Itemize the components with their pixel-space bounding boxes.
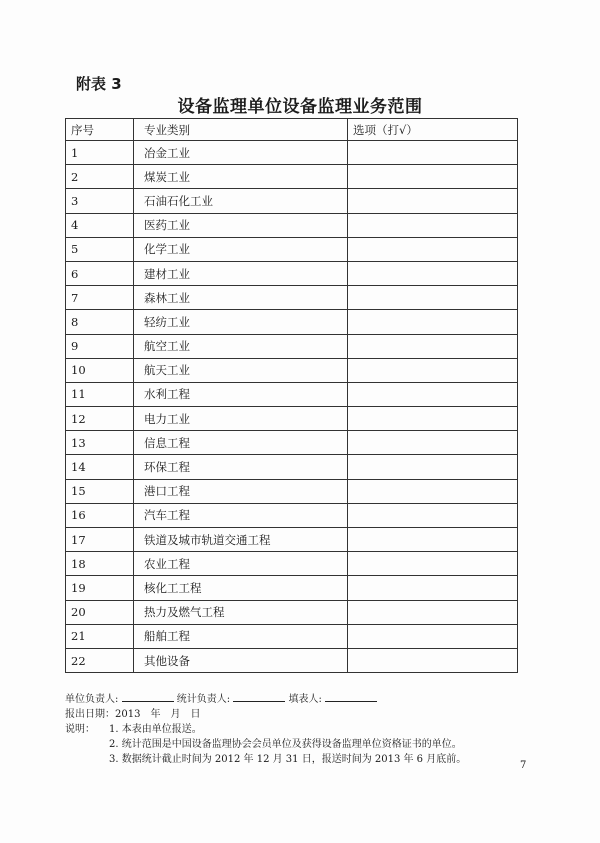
row-category: 电力工业 (134, 407, 348, 431)
row-option-cell[interactable] (348, 334, 518, 358)
row-option-cell[interactable] (348, 479, 518, 503)
row-number: 2 (66, 165, 134, 189)
row-category: 船舶工程 (134, 624, 348, 648)
row-category: 石油石化工业 (134, 189, 348, 213)
row-option-cell[interactable] (348, 286, 518, 310)
table-row (66, 334, 518, 358)
row-category: 医药工业 (134, 213, 348, 237)
row-option-cell[interactable] (348, 189, 518, 213)
row-category: 核化工工程 (134, 576, 348, 600)
row-number: 3 (66, 189, 134, 213)
table-row (66, 576, 518, 600)
row-number: 7 (66, 286, 134, 310)
table-row (66, 237, 518, 261)
row-number: 19 (66, 576, 134, 600)
table-row (66, 261, 518, 285)
row-number: 11 (66, 382, 134, 406)
row-category: 热力及燃气工程 (134, 600, 348, 624)
attachment-label: 附表 3 (76, 75, 122, 93)
notes-label: 说明： (65, 724, 95, 735)
stats-head-field[interactable] (233, 690, 285, 702)
row-option-cell[interactable] (348, 165, 518, 189)
row-number: 17 (66, 528, 134, 552)
row-category: 航空工业 (134, 334, 348, 358)
table-row (66, 455, 518, 479)
row-category: 冶金工业 (134, 141, 348, 165)
document-title: 设备监理单位设备监理业务范围 (177, 97, 423, 117)
table-row (66, 431, 518, 455)
row-number: 14 (66, 455, 134, 479)
table-row (66, 552, 518, 576)
table-row (66, 286, 518, 310)
row-number: 1 (66, 141, 134, 165)
row-number: 6 (66, 261, 134, 285)
unit-head-label: 单位负责人: (65, 694, 119, 705)
unit-head-field[interactable] (122, 690, 174, 702)
row-number: 9 (66, 334, 134, 358)
row-option-cell[interactable] (348, 382, 518, 406)
row-number: 20 (66, 600, 134, 624)
row-category: 煤炭工业 (134, 165, 348, 189)
table-row (66, 189, 518, 213)
column-header-number: 序号 (66, 119, 134, 141)
column-header-option: 选项（打√） (348, 119, 518, 141)
row-category: 农业工程 (134, 552, 348, 576)
row-category: 汽车工程 (134, 503, 348, 527)
form-footer (65, 690, 535, 767)
business-scope-table (65, 118, 518, 673)
row-number: 21 (66, 624, 134, 648)
row-option-cell[interactable] (348, 310, 518, 334)
table-row (66, 213, 518, 237)
filler-label: 填表人: (288, 694, 322, 705)
row-option-cell[interactable] (348, 261, 518, 285)
row-option-cell[interactable] (348, 237, 518, 261)
row-option-cell[interactable] (348, 624, 518, 648)
row-option-cell[interactable] (348, 648, 518, 672)
row-option-cell[interactable] (348, 528, 518, 552)
row-category: 水利工程 (134, 382, 348, 406)
row-category: 港口工程 (134, 479, 348, 503)
notes-block (65, 722, 535, 767)
row-option-cell[interactable] (348, 358, 518, 382)
row-category: 铁道及城市轨道交通工程 (134, 528, 348, 552)
table-header-row (66, 119, 518, 141)
row-number: 4 (66, 213, 134, 237)
row-category: 建材工业 (134, 261, 348, 285)
row-category: 轻纺工业 (134, 310, 348, 334)
table-row (66, 648, 518, 672)
table-row (66, 528, 518, 552)
table-row (66, 358, 518, 382)
stats-head-label: 统计负责人: (176, 694, 231, 705)
signature-line (65, 690, 535, 707)
table-row (66, 600, 518, 624)
row-number: 8 (66, 310, 134, 334)
table-row (66, 503, 518, 527)
row-number: 5 (66, 237, 134, 261)
note-item: 3. 数据统计截止时间为 2012 年 12 月 31 日，报送时间为 2013 年 6 月底前。 (109, 754, 467, 765)
row-category: 其他设备 (134, 648, 348, 672)
row-option-cell[interactable] (348, 503, 518, 527)
table-row (66, 310, 518, 334)
row-option-cell[interactable] (348, 431, 518, 455)
row-number: 18 (66, 552, 134, 576)
row-option-cell[interactable] (348, 407, 518, 431)
row-number: 13 (66, 431, 134, 455)
note-item: 2. 统计范围是中国设备监理协会会员单位及获得设备监理单位资格证书的单位。 (109, 739, 462, 750)
row-category: 森林工业 (134, 286, 348, 310)
table-row (66, 141, 518, 165)
report-date: 报出日期：2013 年 月 日 (65, 709, 201, 720)
row-number: 12 (66, 407, 134, 431)
row-number: 22 (66, 648, 134, 672)
table-row (66, 165, 518, 189)
row-category: 环保工程 (134, 455, 348, 479)
table-row (66, 382, 518, 406)
row-number: 16 (66, 503, 134, 527)
page-number: 7 (520, 760, 527, 771)
row-category: 信息工程 (134, 431, 348, 455)
row-category: 化学工业 (134, 237, 348, 261)
row-option-cell[interactable] (348, 552, 518, 576)
table-body (66, 141, 518, 673)
row-option-cell[interactable] (348, 600, 518, 624)
row-number: 15 (66, 479, 134, 503)
row-option-cell[interactable] (348, 576, 518, 600)
row-option-cell[interactable] (348, 141, 518, 165)
note-item: 1. 本表由单位报送。 (109, 724, 202, 735)
table-row (66, 407, 518, 431)
row-number: 10 (66, 358, 134, 382)
column-header-category: 专业类别 (134, 119, 348, 141)
table-row (66, 624, 518, 648)
table-row (66, 479, 518, 503)
row-category: 航天工业 (134, 358, 348, 382)
row-option-cell[interactable] (348, 213, 518, 237)
row-option-cell[interactable] (348, 455, 518, 479)
filler-field[interactable] (325, 690, 377, 702)
